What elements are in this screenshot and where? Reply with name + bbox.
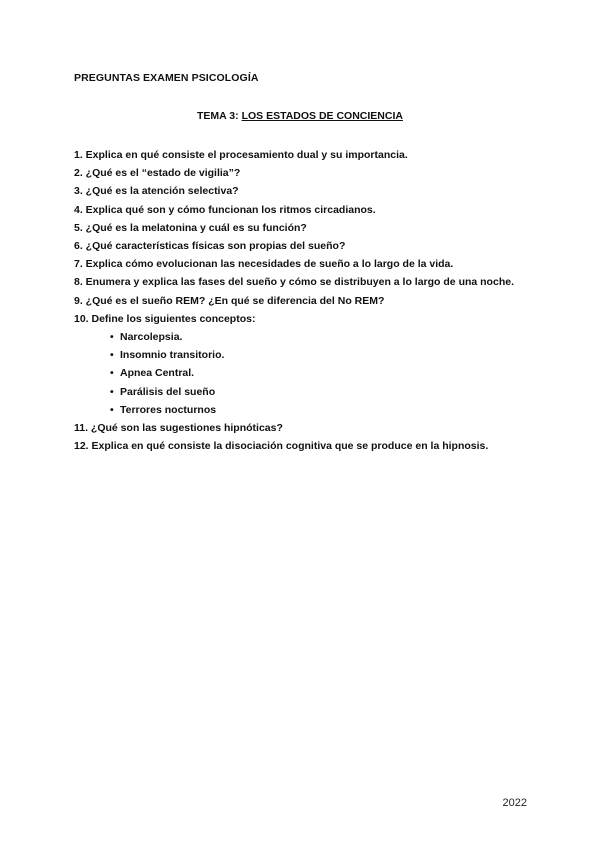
topic-title: LOS ESTADOS DE CONCIENCIA [241, 110, 403, 122]
topic-prefix: TEMA 3 [197, 110, 236, 122]
concept-item [74, 328, 534, 346]
footer-year: 2022 [502, 797, 527, 809]
concept-item [74, 383, 534, 401]
question-9: 9. ¿Qué es el sueño REM? ¿En qué se diferencia del No REM? [74, 294, 385, 307]
concept-label: Insomnio transitorio. [120, 349, 225, 362]
concept-label: Narcolepsia. [120, 331, 183, 344]
question-3: 3. ¿Qué es la atención selectiva? [74, 185, 239, 198]
question-10: 10. Define los siguientes conceptos: [74, 312, 256, 325]
bullet-icon: • [110, 331, 114, 344]
bullet-icon: • [110, 367, 114, 380]
concept-item [74, 401, 534, 419]
question-7: 7. Explica cómo evolucionan las necesidades de sueño a lo largo de la vida. [74, 258, 454, 271]
question-11: 11. ¿Qué son las sugestiones hipnóticas? [74, 422, 283, 435]
question-8: 8. Enumera y explica las fases del sueño y cómo se distribuyen a lo largo de una noche. [74, 276, 514, 289]
question-6: 6. ¿Qué características físicas son propias del sueño? [74, 240, 346, 253]
bullet-icon: • [110, 385, 114, 398]
question-4: 4. Explica qué son y cómo funcionan los ritmos circadianos. [74, 203, 376, 216]
bullet-icon: • [110, 403, 114, 416]
topic-separator: : [235, 110, 242, 122]
question-2: 2. ¿Qué es el “estado de vigilia”? [74, 167, 241, 180]
topic-heading [0, 110, 600, 122]
question-12: 12. Explica en qué consiste la disociación cognitiva que se produce en la hipnosis. [74, 440, 489, 453]
concept-label: Parálisis del sueño [120, 385, 216, 398]
question-1: 1. Explica en qué consiste el procesamiento dual y su importancia. [74, 149, 408, 161]
concept-item [74, 364, 534, 382]
bullet-icon: • [110, 349, 114, 362]
concept-label: Apnea Central. [120, 367, 195, 380]
question-list [74, 146, 534, 455]
document-title: PREGUNTAS EXAMEN PSICOLOGÍA [74, 72, 259, 84]
question-5: 5. ¿Qué es la melatonina y cuál es su función? [74, 221, 307, 234]
concept-item [74, 346, 534, 364]
concept-label: Terrores nocturnos [120, 403, 217, 416]
